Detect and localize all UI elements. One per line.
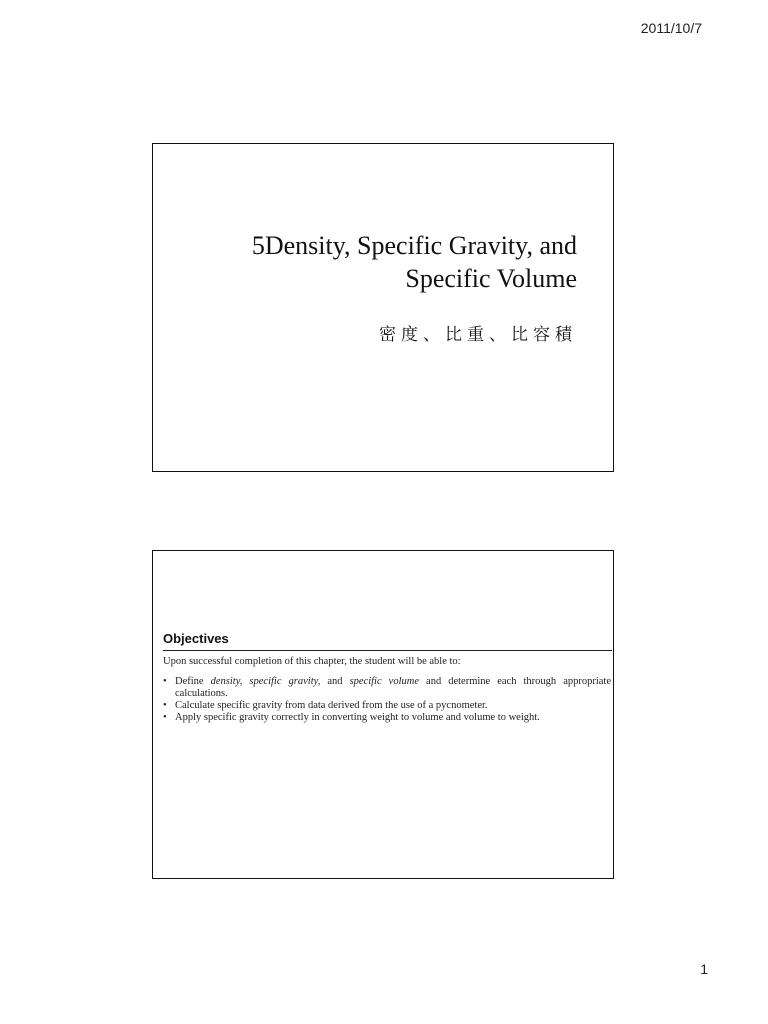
objective-item (163, 676, 611, 700)
heading-divider (163, 650, 612, 651)
objective-text: Apply specific gravity correctly in converting weight to volume and volume to weight. (175, 712, 540, 723)
objectives-slide (152, 550, 614, 879)
header-date: 2011/10/7 (640, 20, 702, 36)
slide-title-line-2: Specific Volume (405, 264, 577, 293)
objective-item (163, 700, 611, 712)
objective-text-mid: and (320, 676, 350, 687)
objective-term-emphasis: specific volume (349, 676, 419, 687)
bullet-icon: • (163, 676, 167, 687)
objective-term-emphasis: density, specific gravity, (210, 676, 321, 687)
bullet-icon: • (163, 712, 167, 723)
title-slide (152, 143, 614, 472)
objectives-intro: Upon successful completion of this chapter, the student will be able to: (163, 656, 461, 667)
objective-text: Calculate specific gravity from data derived from the use of a pycnometer. (175, 700, 488, 711)
objectives-list (163, 676, 611, 724)
slide-title-line-1: 5Density, Specific Gravity, and (251, 231, 577, 260)
objective-item (163, 712, 611, 724)
objective-text-pre: Define (175, 676, 211, 687)
objective-text-post: and determine each through appropriate calculations. (175, 676, 612, 699)
bullet-icon: • (163, 700, 167, 711)
slide-subtitle: 密度、比重、比容積 (379, 325, 577, 345)
objectives-heading: Objectives (163, 631, 229, 646)
page-number: 1 (700, 961, 708, 977)
slide-title (197, 229, 577, 295)
